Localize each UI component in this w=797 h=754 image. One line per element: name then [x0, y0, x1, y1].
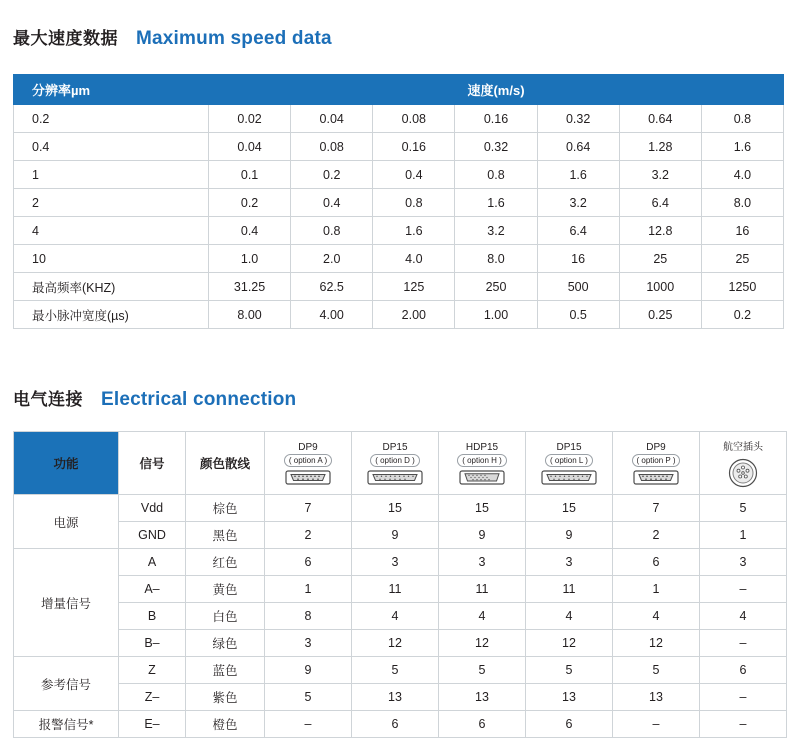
speed-table	[13, 74, 784, 329]
speed-cell: 2.00	[373, 301, 455, 329]
speed-cell: 6.4	[537, 217, 619, 245]
speed-cell: 500	[537, 273, 619, 301]
connector-option: ( option D )	[370, 454, 420, 467]
pin-cell: 3	[700, 549, 787, 576]
speed-cell: 0.8	[455, 161, 537, 189]
speed-row-label: 2	[14, 189, 209, 217]
table-row	[14, 273, 784, 301]
table-row	[14, 657, 787, 684]
header-function: 功能	[14, 432, 119, 495]
table-row	[14, 189, 784, 217]
table-row	[14, 133, 784, 161]
wire-color: 红色	[186, 549, 265, 576]
pin-cell: 5	[352, 657, 439, 684]
pin-cell: 12	[613, 630, 700, 657]
speed-cell: 62.5	[291, 273, 373, 301]
speed-cell: 0.4	[209, 217, 291, 245]
pin-cell: 4	[439, 603, 526, 630]
pin-cell: 5	[439, 657, 526, 684]
speed-cell: 0.64	[537, 133, 619, 161]
speed-cell: 0.5	[537, 301, 619, 329]
speed-cell: 1250	[701, 273, 783, 301]
pin-cell: 9	[352, 522, 439, 549]
pin-cell: 15	[352, 495, 439, 522]
speed-heading-cn: 最大速度数据	[13, 29, 118, 48]
speed-cell: 0.2	[701, 301, 783, 329]
pin-cell: 3	[526, 549, 613, 576]
pin-cell: 6	[526, 711, 613, 738]
header-connector-dp9-a	[265, 432, 352, 495]
electrical-heading-cn: 电气连接	[13, 390, 83, 409]
pin-cell: 9	[526, 522, 613, 549]
connector-name: DP15	[556, 441, 582, 453]
electrical-header-row	[14, 432, 787, 495]
speed-cell: 12.8	[619, 217, 701, 245]
pin-cell: 5	[265, 684, 352, 711]
speed-table-body	[14, 105, 784, 329]
pin-cell: 15	[439, 495, 526, 522]
electrical-table-head	[14, 432, 787, 495]
electrical-table-wrapper	[13, 431, 784, 738]
pin-cell: 7	[613, 495, 700, 522]
pin-cell: 13	[526, 684, 613, 711]
pin-cell: 5	[526, 657, 613, 684]
pin-cell: 6	[613, 549, 700, 576]
speed-cell: 0.25	[619, 301, 701, 329]
function-label: 电源	[14, 495, 119, 549]
speed-cell: 31.25	[209, 273, 291, 301]
speed-cell: 0.04	[209, 133, 291, 161]
table-row	[14, 711, 787, 738]
header-connector-hdp15-h	[439, 432, 526, 495]
connector-option: ( option L )	[545, 454, 593, 467]
electrical-heading-en: Electrical connection	[101, 389, 297, 410]
pin-cell: –	[613, 711, 700, 738]
pin-cell: 5	[700, 495, 787, 522]
speed-cell: 1.6	[455, 189, 537, 217]
speed-cell: 1.6	[701, 133, 783, 161]
speed-cell: 1.28	[619, 133, 701, 161]
header-connector-aviation	[700, 432, 787, 495]
speed-row-label: 1	[14, 161, 209, 189]
table-row	[14, 522, 787, 549]
table-row	[14, 576, 787, 603]
speed-cell: 0.02	[209, 105, 291, 133]
pin-cell: 7	[265, 495, 352, 522]
wire-color: 橙色	[186, 711, 265, 738]
pin-cell: 5	[613, 657, 700, 684]
connector-name: HDP15	[465, 441, 499, 453]
speed-cell: 0.4	[291, 189, 373, 217]
function-label: 参考信号	[14, 657, 119, 711]
pin-cell: 9	[265, 657, 352, 684]
speed-cell: 250	[455, 273, 537, 301]
signal-label: Z–	[119, 684, 186, 711]
speed-cell: 0.8	[701, 105, 783, 133]
connector-option: ( option P )	[632, 454, 681, 467]
speed-cell: 1.6	[373, 217, 455, 245]
dsub-15-icon	[541, 470, 597, 488]
pin-cell: 4	[526, 603, 613, 630]
signal-label: B	[119, 603, 186, 630]
speed-cell: 0.16	[373, 133, 455, 161]
pin-cell: 1	[700, 522, 787, 549]
table-row	[14, 245, 784, 273]
speed-cell: 0.32	[537, 105, 619, 133]
pin-cell: 13	[352, 684, 439, 711]
pin-cell: 6	[700, 657, 787, 684]
pin-cell: 1	[265, 576, 352, 603]
speed-cell: 0.2	[291, 161, 373, 189]
speed-cell: 125	[373, 273, 455, 301]
speed-cell: 0.64	[619, 105, 701, 133]
function-label: 增量信号	[14, 549, 119, 657]
speed-row-label: 最小脉冲宽度(µs)	[14, 301, 209, 329]
pin-cell: 11	[439, 576, 526, 603]
pin-cell: 1	[613, 576, 700, 603]
wire-color: 白色	[186, 603, 265, 630]
dsub-9-icon	[285, 470, 331, 488]
pin-cell: 3	[352, 549, 439, 576]
speed-header-resolution: 分辨率µm	[14, 75, 209, 105]
pin-cell: 9	[439, 522, 526, 549]
wire-color: 黑色	[186, 522, 265, 549]
speed-cell: 2.0	[291, 245, 373, 273]
speed-header-row	[14, 75, 784, 105]
speed-cell: 6.4	[619, 189, 701, 217]
speed-table-head	[14, 75, 784, 105]
pin-cell: 6	[439, 711, 526, 738]
table-row	[14, 495, 787, 522]
dsub-9-icon	[633, 470, 679, 488]
dsub-hd15-icon	[459, 470, 505, 488]
pin-cell: 12	[352, 630, 439, 657]
pin-cell: 11	[526, 576, 613, 603]
speed-cell: 0.4	[373, 161, 455, 189]
pin-cell: –	[700, 576, 787, 603]
speed-cell: 1.0	[209, 245, 291, 273]
speed-cell: 25	[619, 245, 701, 273]
pin-cell: 2	[613, 522, 700, 549]
signal-label: Vdd	[119, 495, 186, 522]
connector-option: ( option H )	[457, 454, 507, 467]
table-row	[14, 630, 787, 657]
connector-name: DP9	[298, 441, 318, 453]
wire-color: 棕色	[186, 495, 265, 522]
pin-cell: 11	[352, 576, 439, 603]
header-connector-dp15-d	[352, 432, 439, 495]
speed-cell: 4.0	[701, 161, 783, 189]
header-signal: 信号	[119, 432, 186, 495]
pin-cell: 3	[439, 549, 526, 576]
connector-name: DP9	[646, 441, 666, 453]
speed-row-label: 最高频率(KHZ)	[14, 273, 209, 301]
speed-cell: 0.08	[373, 105, 455, 133]
header-connector-dp15-l	[526, 432, 613, 495]
speed-cell: 0.8	[291, 217, 373, 245]
pin-cell: 13	[613, 684, 700, 711]
speed-cell: 0.04	[291, 105, 373, 133]
speed-heading-en: Maximum speed data	[136, 28, 332, 49]
speed-cell: 1.00	[455, 301, 537, 329]
pin-cell: –	[700, 630, 787, 657]
pin-cell: 6	[352, 711, 439, 738]
speed-cell: 4.0	[373, 245, 455, 273]
signal-label: Z	[119, 657, 186, 684]
pin-cell: –	[700, 711, 787, 738]
pin-cell: –	[265, 711, 352, 738]
speed-cell: 16	[701, 217, 783, 245]
pin-cell: 3	[265, 630, 352, 657]
table-row	[14, 217, 784, 245]
speed-cell: 0.16	[455, 105, 537, 133]
speed-row-label: 0.2	[14, 105, 209, 133]
pin-cell: 2	[265, 522, 352, 549]
electrical-table-body	[14, 495, 787, 738]
header-color: 颜色散线	[186, 432, 265, 495]
wire-color: 黄色	[186, 576, 265, 603]
pin-cell: 12	[526, 630, 613, 657]
speed-cell: 1000	[619, 273, 701, 301]
speed-cell: 25	[701, 245, 783, 273]
speed-row-label: 4	[14, 217, 209, 245]
wire-color: 蓝色	[186, 657, 265, 684]
connector-option: ( option A )	[284, 454, 332, 467]
function-label: 报警信号*	[14, 711, 119, 738]
pin-cell: 4	[613, 603, 700, 630]
signal-label: GND	[119, 522, 186, 549]
table-row	[14, 161, 784, 189]
speed-row-label: 10	[14, 245, 209, 273]
speed-header-speed: 速度(m/s)	[209, 75, 784, 105]
speed-cell: 8.0	[455, 245, 537, 273]
pin-cell: 4	[700, 603, 787, 630]
electrical-section-heading	[0, 385, 797, 411]
wire-color: 绿色	[186, 630, 265, 657]
speed-cell: 8.0	[701, 189, 783, 217]
connector-name: 航空插头	[723, 442, 763, 453]
table-row	[14, 301, 784, 329]
speed-cell: 16	[537, 245, 619, 273]
speed-cell: 4.00	[291, 301, 373, 329]
pin-cell: 13	[439, 684, 526, 711]
pin-cell: 15	[526, 495, 613, 522]
signal-label: A	[119, 549, 186, 576]
pin-cell: 8	[265, 603, 352, 630]
pin-cell: –	[700, 684, 787, 711]
speed-cell: 1.6	[537, 161, 619, 189]
speed-cell: 0.1	[209, 161, 291, 189]
speed-cell: 0.08	[291, 133, 373, 161]
circular-connector-icon	[728, 458, 758, 491]
signal-label: E–	[119, 711, 186, 738]
speed-cell: 3.2	[537, 189, 619, 217]
speed-cell: 0.32	[455, 133, 537, 161]
speed-cell: 8.00	[209, 301, 291, 329]
speed-cell: 3.2	[619, 161, 701, 189]
table-row	[14, 684, 787, 711]
speed-section-heading	[0, 0, 797, 50]
speed-cell: 0.8	[373, 189, 455, 217]
signal-label: B–	[119, 630, 186, 657]
electrical-table	[13, 431, 787, 738]
signal-label: A–	[119, 576, 186, 603]
table-row	[14, 105, 784, 133]
speed-cell: 0.2	[209, 189, 291, 217]
speed-row-label: 0.4	[14, 133, 209, 161]
wire-color: 紫色	[186, 684, 265, 711]
pin-cell: 4	[352, 603, 439, 630]
speed-table-wrapper	[13, 74, 784, 329]
dsub-15-icon	[367, 470, 423, 488]
speed-cell: 3.2	[455, 217, 537, 245]
table-row	[14, 603, 787, 630]
table-row	[14, 549, 787, 576]
pin-cell: 6	[265, 549, 352, 576]
connector-name: DP15	[382, 441, 408, 453]
header-connector-dp9-p	[613, 432, 700, 495]
pin-cell: 12	[439, 630, 526, 657]
